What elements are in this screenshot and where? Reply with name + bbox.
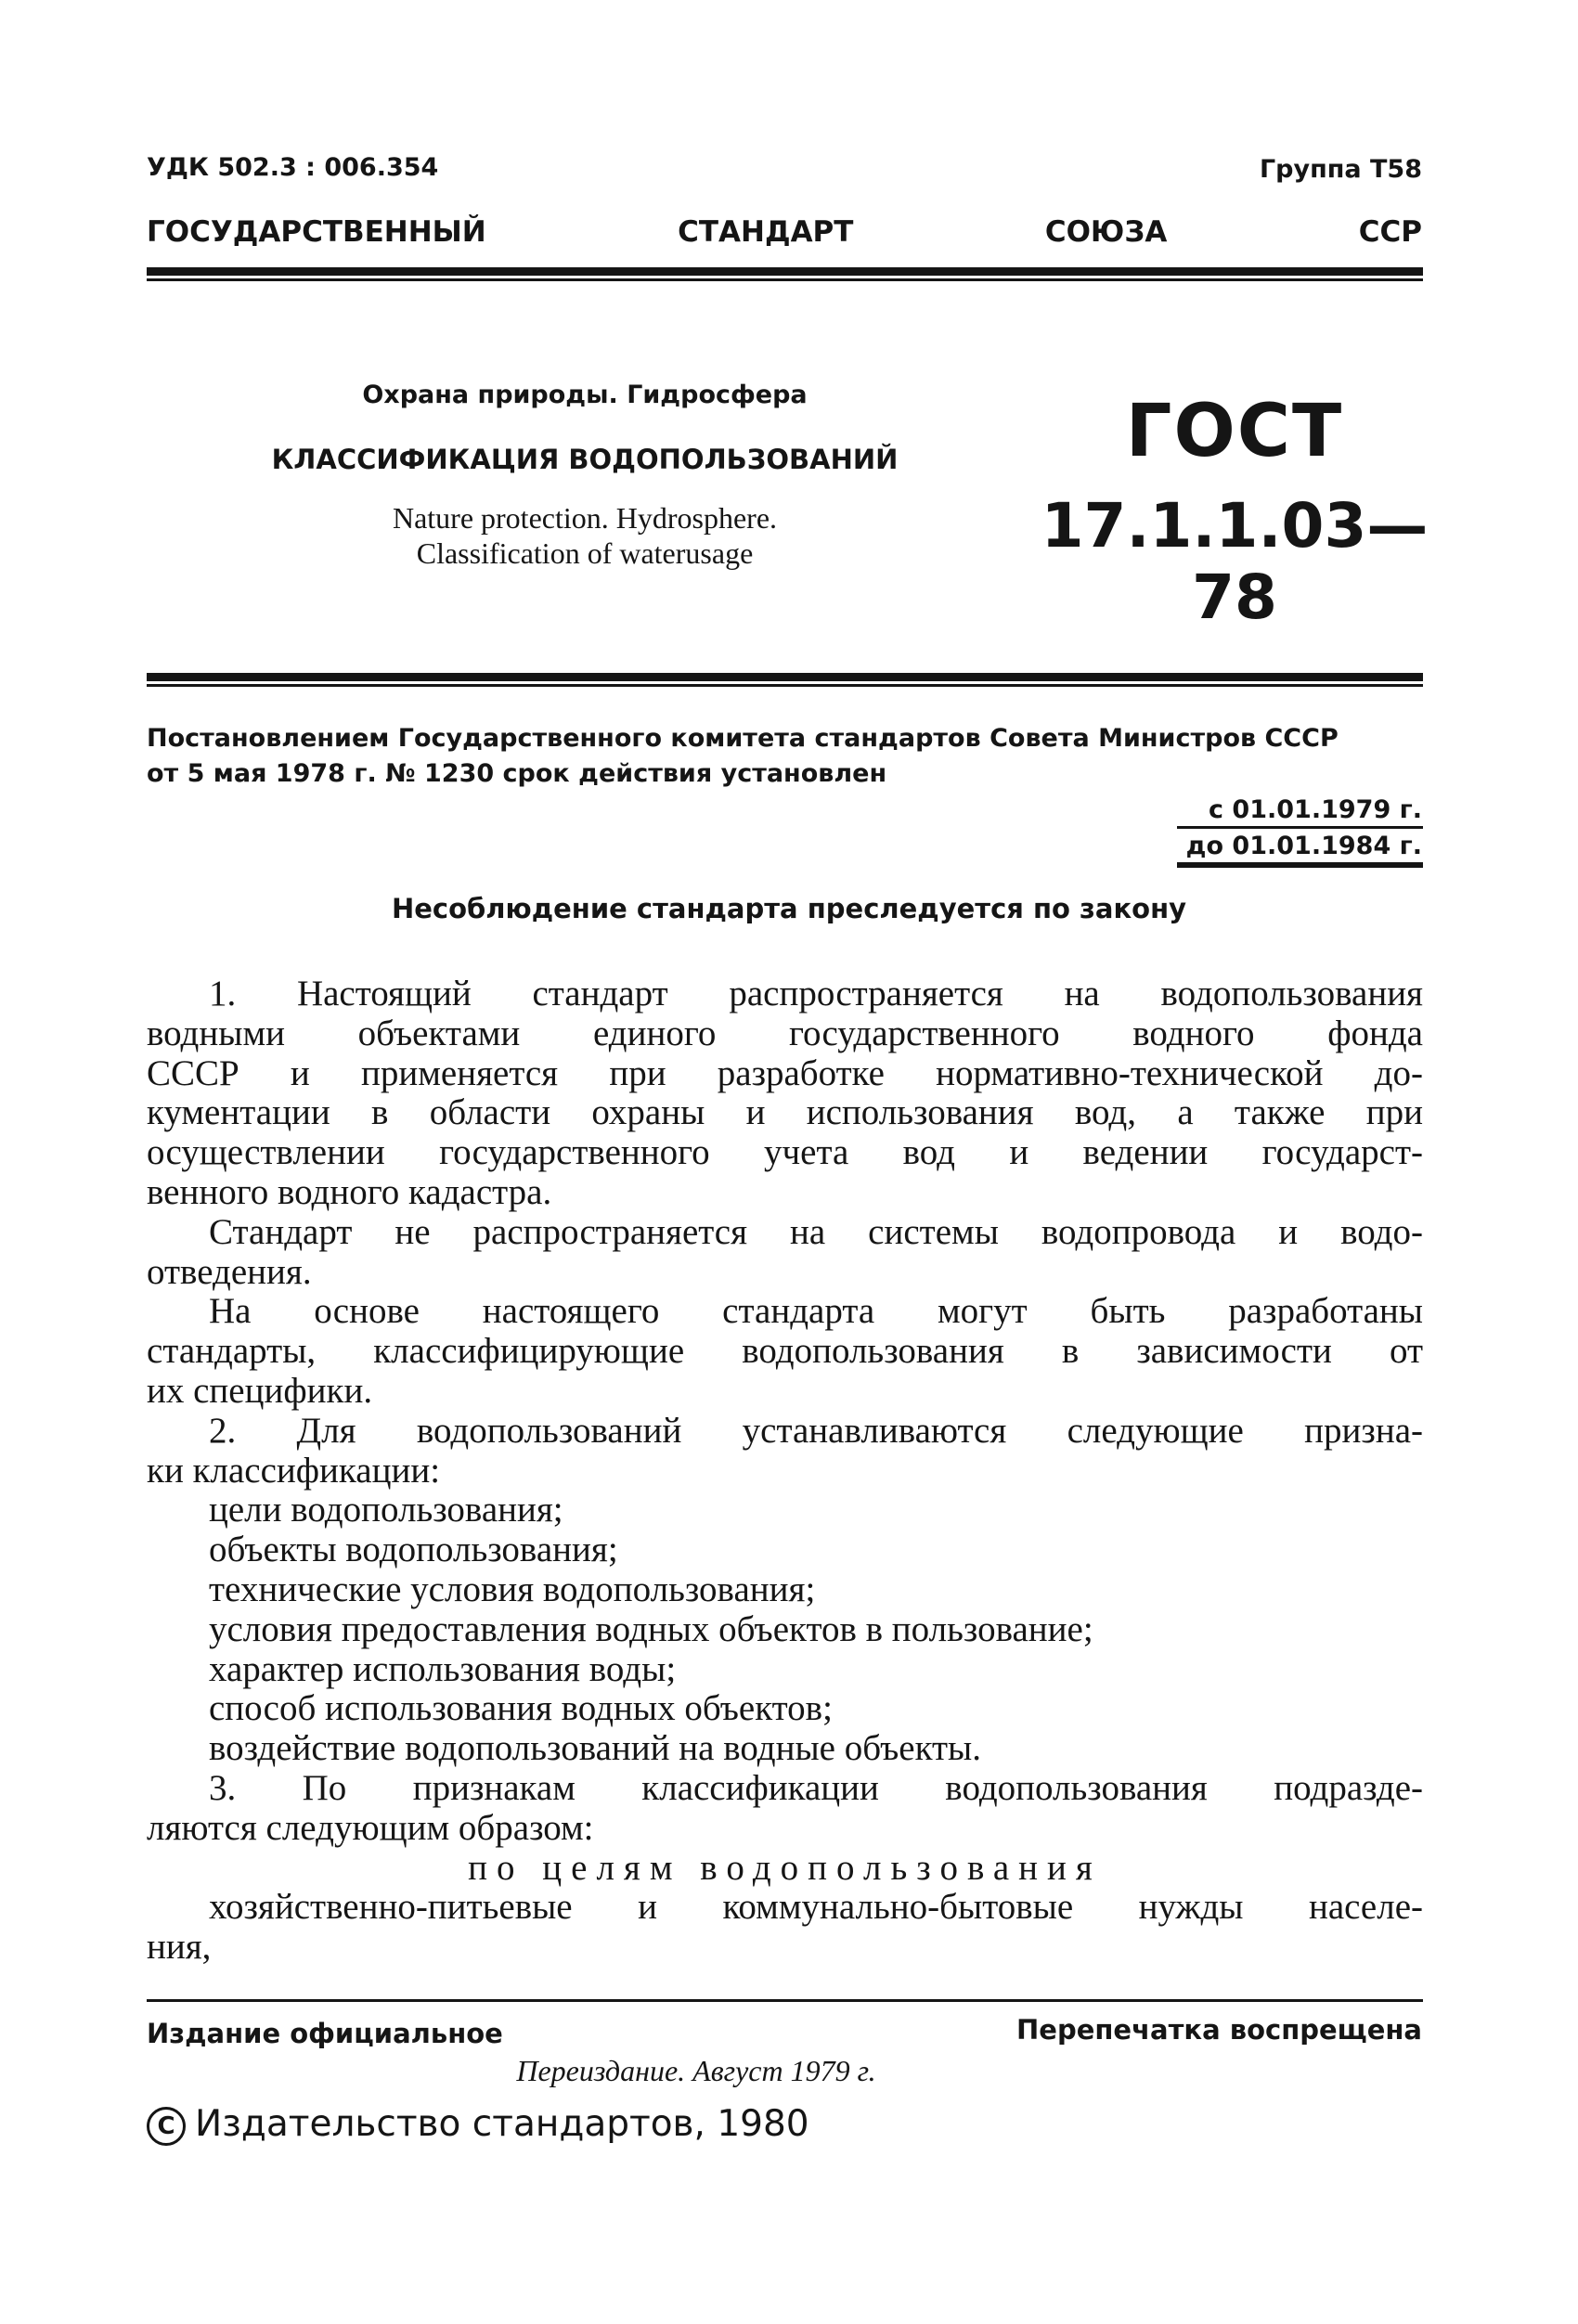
title-english-line-2: Classification of waterusage xyxy=(416,536,754,570)
body-line-12: 2. Для водопользований устанавливаются следующие призна- xyxy=(209,1410,1423,1451)
reprint-ban-label: Перепечатка воспрещена xyxy=(1016,2014,1422,2046)
title-rule-thick xyxy=(147,673,1423,681)
title-english-line-1: Nature protection. Hydrosphere. xyxy=(392,501,778,535)
list-item-method: способ использования водных объектов; xyxy=(209,1688,833,1729)
title-rule-thin xyxy=(147,684,1423,687)
topic-heading: Охрана природы. Гидросфера xyxy=(362,381,808,409)
body-line-22: ляются следующим образом: xyxy=(147,1807,594,1848)
official-edition-label: Издание официальное xyxy=(147,2018,503,2049)
decree-line-1: Постановлением Государственного комитета стандартов Совета Министров СССР xyxy=(147,724,1339,753)
list-item-character: характер использования воды; xyxy=(209,1648,677,1689)
title-russian: КЛАССИФИКАЦИЯ ВОДОПОЛЬЗОВАНИЙ xyxy=(271,444,899,475)
standard-banner xyxy=(147,215,1422,249)
body-line-24: хозяйственно-питьевые и коммунально-бытовые нужды населе- xyxy=(209,1887,1423,1928)
body-line-4: кументации в области охраны и использования вод, а также при xyxy=(147,1092,1423,1133)
body-line-10: стандарты, классифицирующие водопользования в зависимости от xyxy=(147,1331,1423,1372)
validity-date-to: до 01.01.1984 г. xyxy=(1185,832,1422,860)
publisher-name: Издательство стандартов, 1980 xyxy=(195,2103,809,2145)
body-line-13: ки классификации: xyxy=(147,1450,441,1491)
decree-line-2: от 5 мая 1978 г. № 1230 срок действия установлен xyxy=(147,759,887,788)
group-code: Группа Т58 xyxy=(1259,155,1422,184)
copyright-icon: C xyxy=(147,2107,186,2146)
body-line-3: СССР и применяется при разработке нормативно-технической до- xyxy=(147,1052,1423,1093)
body-line-11: их специфики. xyxy=(147,1370,373,1411)
legal-warning: Несоблюдение стандарта преследуется по закону xyxy=(391,893,1187,924)
list-item-objects: объекты водопользования; xyxy=(209,1530,618,1570)
body-line-8: отведения. xyxy=(147,1251,312,1292)
body-line-25: ния, xyxy=(147,1927,212,1968)
date-rule-thin xyxy=(1177,826,1423,829)
subheading-by-goals: по целям водопользования xyxy=(468,1847,1102,1888)
body-line-7: Стандарт не распространяется на системы водопровода и водо- xyxy=(209,1211,1423,1252)
banner-word-state: ГОСУДАРСТВЕННЫЙ xyxy=(147,215,486,249)
gost-label: ГОСТ xyxy=(1125,390,1344,473)
header-rule-thin xyxy=(147,278,1423,281)
body-line-5: осуществлении государственного учета вод и ведении государст- xyxy=(147,1132,1423,1173)
body-line-2: водными объектами единого государственного водного фонда xyxy=(147,1013,1423,1053)
header-rule-thick xyxy=(147,267,1423,276)
banner-word-union: СОЮЗА xyxy=(1044,215,1168,249)
body-line-21: 3. По признакам классификации водопользования подразде- xyxy=(209,1767,1423,1808)
list-item-technical: технические условия водопользования; xyxy=(209,1569,816,1609)
body-line-6: венного водного кадастра. xyxy=(147,1171,552,1212)
body-line-9: На основе настоящего стандарта могут быть разработаны xyxy=(209,1291,1423,1332)
date-rule-thick xyxy=(1177,862,1423,868)
list-item-conditions: условия предоставления водных объектов в пользование; xyxy=(209,1608,1093,1649)
list-item-goals: цели водопользования; xyxy=(209,1490,563,1530)
banner-word-standard: СТАНДАРТ xyxy=(678,215,854,249)
body-line-1: 1. Настоящий стандарт распространяется на водопользования xyxy=(209,974,1423,1014)
udk-code: УДК 502.3 : 006.354 xyxy=(147,153,439,182)
publisher-line xyxy=(147,2103,809,2146)
body-text xyxy=(147,975,1423,1968)
list-item-impact: воздействие водопользований на водные объекты. xyxy=(209,1728,982,1769)
banner-word-ussr: ССР xyxy=(1358,215,1422,249)
gost-number: 17.1.1.03—78 xyxy=(1041,490,1429,633)
validity-date-from: с 01.01.1979 г. xyxy=(1209,795,1422,824)
footer-rule xyxy=(147,1999,1423,2002)
reissue-note: Переиздание. Август 1979 г. xyxy=(516,2054,876,2087)
